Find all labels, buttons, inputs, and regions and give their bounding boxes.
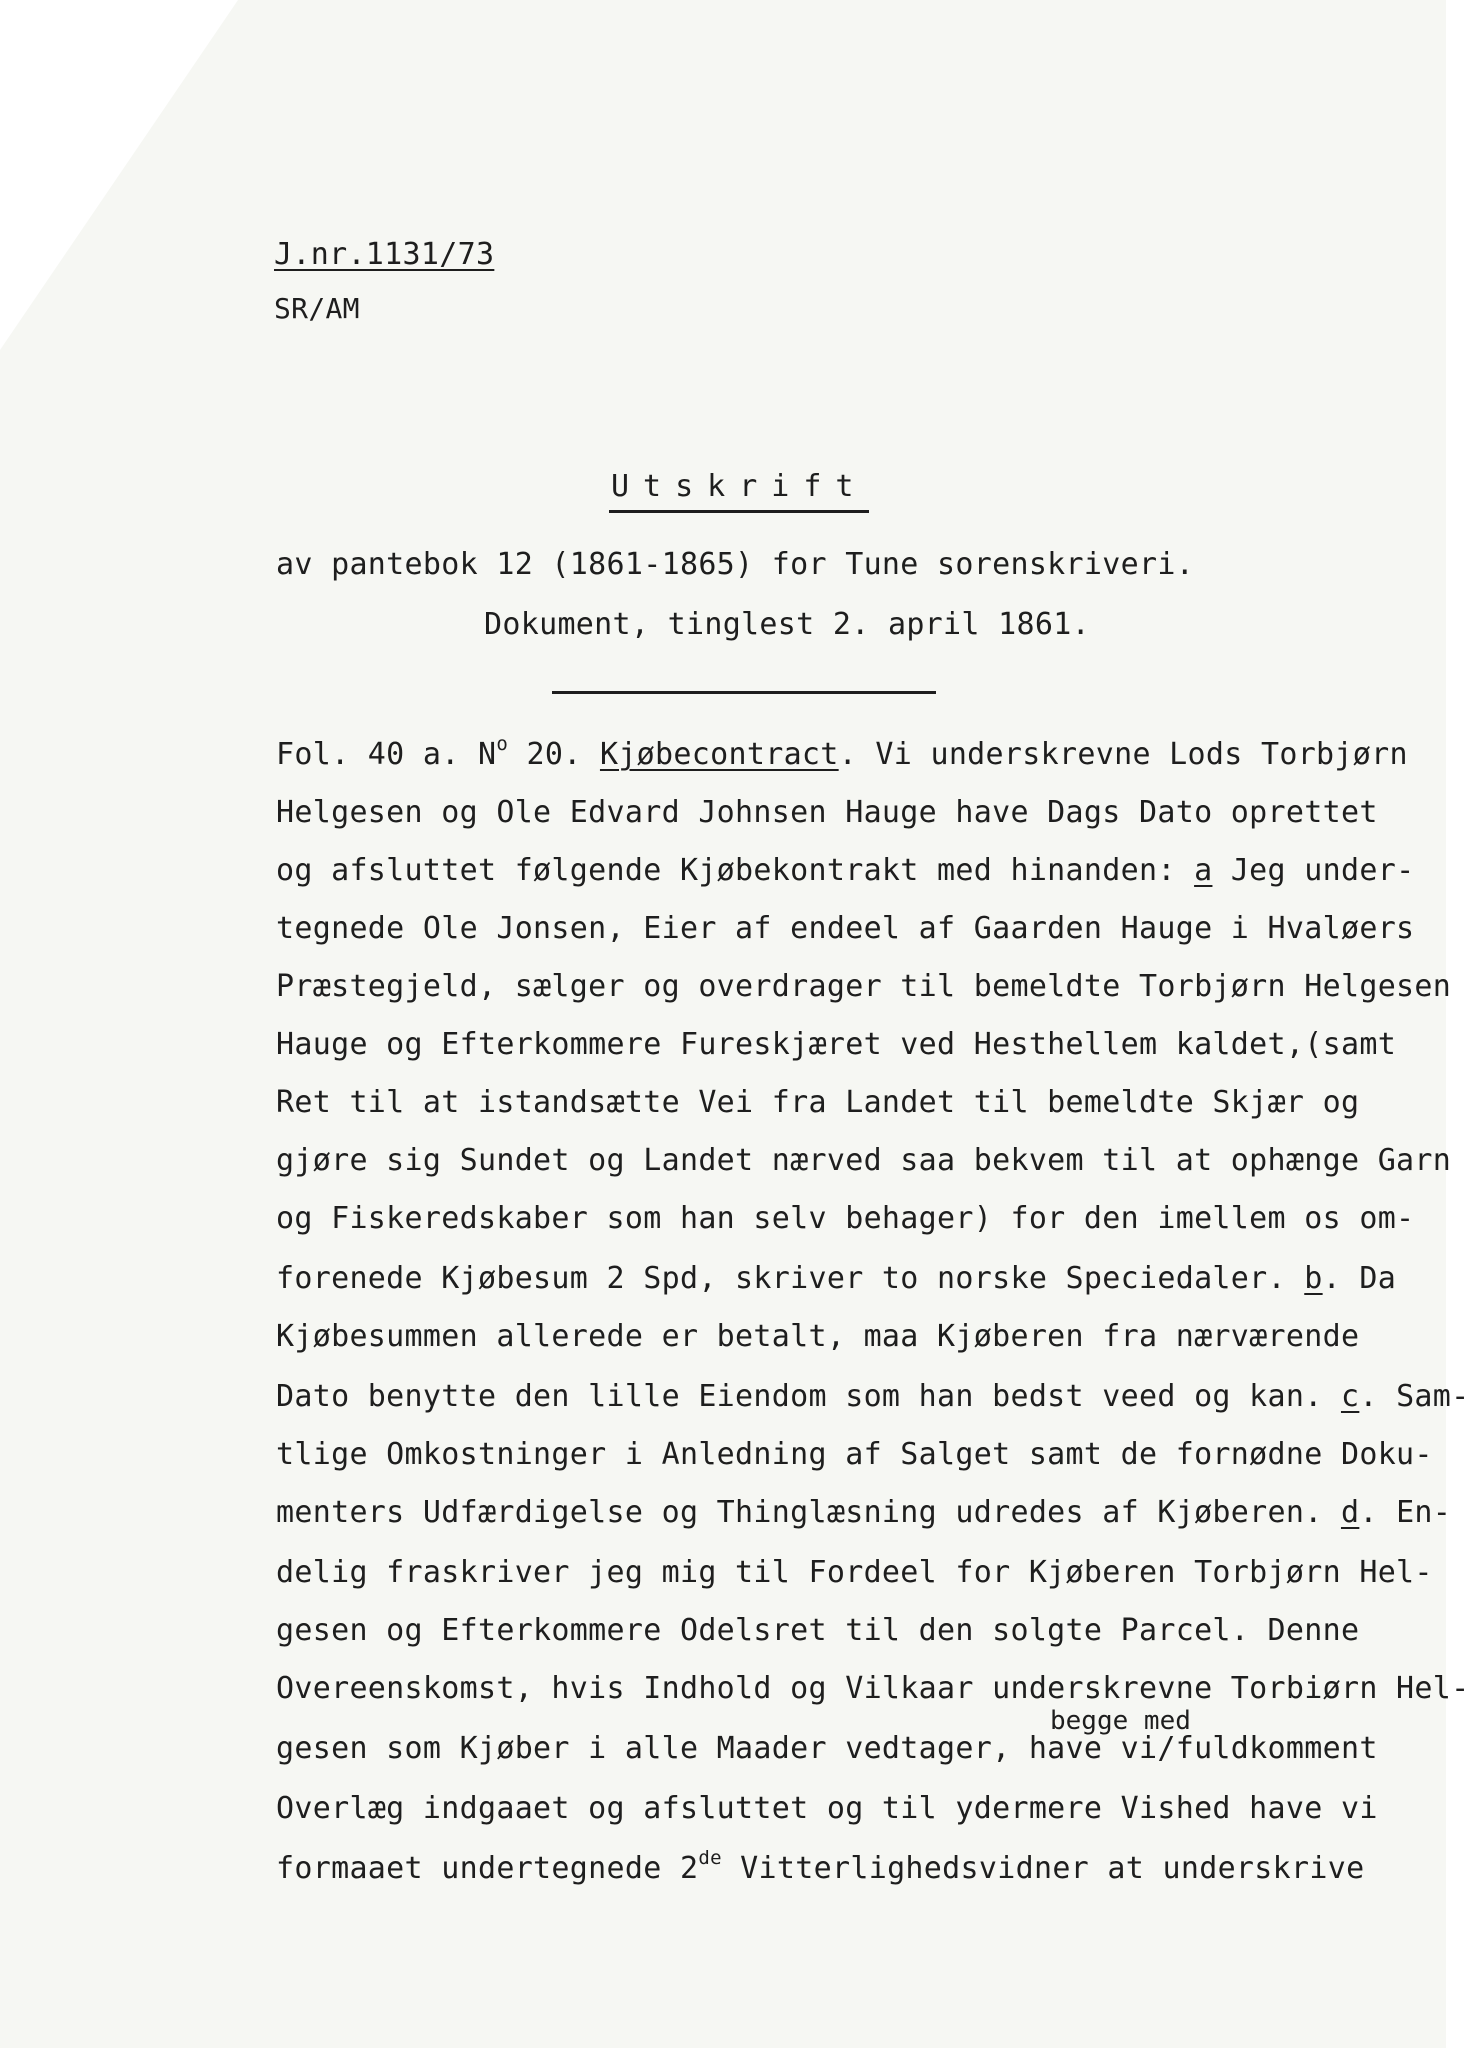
title-underline (609, 510, 869, 513)
document-title: Utskrift (611, 469, 868, 504)
folio-ref: Fol. 40 a. (276, 737, 460, 772)
subtitle-register: av pantebok 12 (1861-1865) for Tune sorenskriveri. (276, 547, 1195, 582)
body-line-5: Præstegjeld, sælger og overdrager til bemeldte Torbjørn Helgesen (276, 969, 1452, 1004)
journal-number: J.nr.1131/73 (274, 237, 495, 272)
body-line-3: og afsluttet følgende Kjøbekontrakt med hinanden: a Jeg under- (276, 853, 1415, 888)
number-label: N (478, 737, 497, 772)
body-line-11: Kjøbesummen allerede er betalt, maa Kjøberen fra nærværende (276, 1319, 1360, 1354)
ordinal-superscript: de (698, 1847, 722, 1869)
interlinear-insertion: begge med (1050, 1706, 1191, 1736)
number-superscript: o (496, 733, 509, 755)
body-line-2: Helgesen og Ole Edvard Johnsen Hauge have Dags Dato oprettet (276, 795, 1378, 830)
body-line-7: Ret til at istandsætte Vei fra Landet til bemeldte Skjær og (276, 1085, 1360, 1120)
body-line-6: Hauge og Efterkommere Fureskjæret ved Hesthellem kaldet,(samt (276, 1027, 1397, 1062)
clause-letter-a: a (1194, 853, 1213, 888)
section-divider (552, 691, 936, 694)
initials: SR/AM (274, 292, 360, 325)
body-line-17: Overeenskomst, hvis Indhold og Vilkaar underskrevne Torbiørn Hel- (276, 1671, 1470, 1706)
body-line-18: gesen som Kjøber i alle Maader vedtager, have vi/fuldkomment (276, 1731, 1378, 1766)
body-line-1: Fol. 40 a. $N^o$ 20. Kjøbecontract. Vi underskrevne Lods Torbjørn (276, 733, 1408, 772)
body-line-13: tlige Omkostninger i Anledning af Salget samt de fornødne Doku- (276, 1437, 1433, 1472)
body-line-12: Dato benytte den lille Eiendom som han bedst veed og kan. c. Sam- (276, 1379, 1470, 1414)
body-line-19: Overlæg indgaaet og afsluttet og til ydermere Vished have vi (276, 1791, 1378, 1826)
body-line-8: gjøre sig Sundet og Landet nærved saa bekvem til at ophænge Garn (276, 1143, 1452, 1178)
body-line-14: menters Udfærdigelse og Thinglæsning udredes af Kjøberen. d. En- (276, 1495, 1452, 1530)
body-line-20: formaaet undertegnede 2de Vitterlighedsvidner at underskrive (276, 1847, 1365, 1886)
subtitle-registered-date: Dokument, tinglest 2. april 1861. (484, 607, 1090, 642)
clause-letter-b: b (1304, 1261, 1323, 1296)
body-line-10: forenede Kjøbesum 2 Spd, skriver to norske Speciedaler. b. Da (276, 1261, 1397, 1296)
body-line-4: tegnede Ole Jonsen, Eier af endeel af Gaarden Hauge i Hvaløers (276, 911, 1415, 946)
body-line-16: gesen og Efterkommere Odelsret til den solgte Parcel. Denne (276, 1613, 1360, 1648)
number-value: 20. (508, 737, 582, 772)
clause-letter-d: d (1340, 1495, 1360, 1530)
contract-heading: Kjøbecontract (599, 737, 839, 772)
body-line-9: og Fiskeredskaber som han selv behager) for den imellem os om- (276, 1201, 1415, 1236)
clause-letter-c: c (1340, 1379, 1360, 1414)
body-line-15: delig fraskriver jeg mig til Fordeel for Kjøberen Torbjørn Hel- (276, 1555, 1433, 1590)
